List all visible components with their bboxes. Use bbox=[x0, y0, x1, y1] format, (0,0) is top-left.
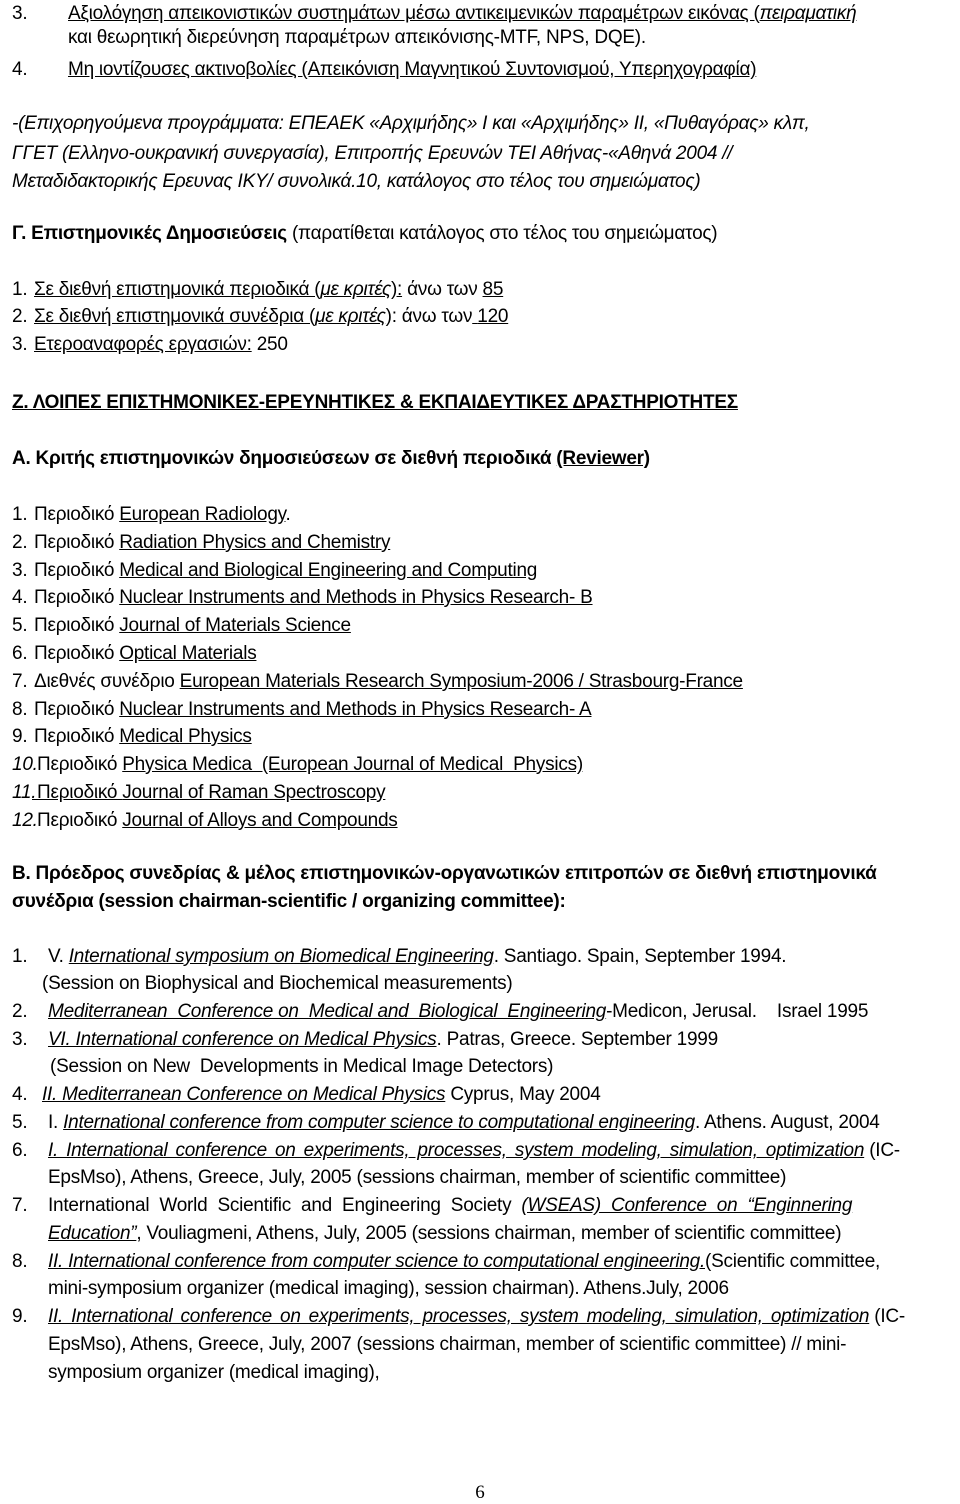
conference-item-7 bbox=[12, 1194, 853, 1218]
conference-item-9-line3: symposium organizer (medical imaging), bbox=[48, 1362, 380, 1383]
conference-item-9 bbox=[12, 1305, 905, 1329]
item-number: 12. bbox=[12, 810, 38, 831]
conference-item-6 bbox=[12, 1139, 900, 1163]
conference-item-9-line2: EpsMso), Athens, Greece, July, 2007 (sessions chairman, member of scientific committee) // mini- bbox=[48, 1334, 847, 1355]
item-number: 3. bbox=[12, 560, 28, 581]
conf-name: (WSEAS) Conference on “Enginnering bbox=[521, 1195, 853, 1216]
item-number: 10. bbox=[12, 754, 38, 775]
conference-item-5 bbox=[12, 1111, 880, 1135]
conf-name: I. International conference on experiments, processes, system modeling, simulation, optimization bbox=[48, 1140, 865, 1161]
journal-name: Journal of Materials Science bbox=[119, 615, 351, 636]
journal-type: Περιοδικό bbox=[34, 504, 120, 525]
journal-type: Περιοδικό bbox=[34, 726, 120, 747]
conf-prefix: V. bbox=[48, 946, 69, 967]
conf-details: . Santiago. Spain, September 1994. bbox=[493, 946, 787, 967]
conference-item-1 bbox=[12, 945, 787, 969]
journal-name: European Radiology bbox=[119, 504, 286, 525]
journal-item bbox=[12, 503, 291, 527]
item-number: 11. bbox=[12, 782, 37, 803]
conf-details: , Vouliagmeni, Athens, July, 2005 (sessions chairman, member of scientific committee) bbox=[136, 1223, 842, 1244]
publication-item-3 bbox=[12, 333, 288, 357]
journal-item bbox=[12, 809, 398, 833]
item-number: 1. bbox=[12, 946, 28, 967]
conference-item-3-session: (Session on New Developments in Medical Image Detectors) bbox=[50, 1056, 554, 1077]
item-number: 4. bbox=[12, 587, 28, 608]
journal-name: Physica Medica (European Journal of Medical Physics) bbox=[122, 754, 583, 775]
journal-type: Περιοδικό bbox=[34, 643, 120, 664]
section-g-title: Γ. Επιστημονικές Δημοσιεύσεις bbox=[12, 223, 287, 244]
section-b-heading-line-2: συνέδρια (session chairman-scientific / organizing committee): bbox=[12, 891, 566, 912]
conf-details: -Medicon, Jerusal. Israel 1995 bbox=[606, 1001, 869, 1022]
conf-name: II. International conference on experiments, processes, system modeling, simulation, optimization bbox=[48, 1306, 870, 1327]
research-item-4 bbox=[12, 58, 757, 82]
conference-item-7-line2 bbox=[48, 1222, 841, 1246]
pub-text: Ετεροαναφορές εργασιών: bbox=[34, 334, 252, 355]
conf-details: Cyprus, May 2004 bbox=[445, 1084, 601, 1105]
research-item-3-line2: και θεωρητική διερεύνηση παραμέτρων απεικόνισης-MTF, NPS, DQE). bbox=[68, 27, 646, 48]
item-number: 9. bbox=[12, 726, 28, 747]
pub-text: Σε διεθνή επιστημονικά συνέδρια ( bbox=[34, 306, 316, 327]
journal-type: Περιοδικό bbox=[32, 754, 123, 775]
section-g-suffix: (παρατίθεται κατάλογος στο τέλος του σημειώματος) bbox=[286, 223, 718, 244]
pub-count: 85 bbox=[482, 279, 504, 300]
pub-text: ): bbox=[390, 279, 403, 300]
conf-details: (IC- bbox=[869, 1306, 905, 1327]
journal-item bbox=[12, 753, 583, 777]
research-item-3 bbox=[12, 2, 857, 26]
journal-punct: . bbox=[285, 504, 291, 525]
conf-name: International conference from computer science to computational engineering bbox=[63, 1112, 695, 1133]
journal-item bbox=[12, 670, 743, 694]
journal-item bbox=[12, 559, 538, 583]
section-a-heading bbox=[12, 447, 650, 471]
item-number: 7. bbox=[12, 671, 28, 692]
section-a-title: Α. Κριτής επιστημονικών δημοσιεύσεων σε διεθνή περιοδικά bbox=[12, 448, 552, 469]
item-number: 6. bbox=[12, 643, 28, 664]
conf-name: Education” bbox=[48, 1223, 137, 1244]
publication-item-2 bbox=[12, 305, 509, 329]
item-number: 7. bbox=[12, 1195, 28, 1216]
journal-name: Nuclear Instruments and Methods in Physics Research- B bbox=[119, 587, 593, 608]
section-g-heading bbox=[12, 222, 717, 246]
conf-name: II. Mediterranean Conference on Medical Physics bbox=[42, 1084, 446, 1105]
journal-name: Medical and Biological Engineering and Computing bbox=[119, 560, 538, 581]
item-number: 1. bbox=[12, 504, 28, 525]
item-text-italic: πειραματική bbox=[759, 3, 857, 24]
journal-type: Περιοδικό bbox=[34, 615, 120, 636]
section-b-heading-line-1: Β. Πρόεδρος συνεδρίας & μέλος επιστημονικών-οργανωτικών επιτροπών σε διεθνή επιστημονικά bbox=[12, 863, 877, 884]
journal-type: Περιοδικό bbox=[32, 810, 123, 831]
funding-line-1: -(Επιχορηγούμενα προγράμματα: ΕΠΕΑΕΚ «Αρχιμήδης» Ι και «Αρχιμήδης» ΙΙ, «Πυθαγόρας» κλπ, bbox=[12, 113, 810, 134]
item-number: 6. bbox=[12, 1140, 28, 1161]
pub-count: 120 bbox=[477, 306, 509, 327]
conference-item-1-session: (Session on Biophysical and Biochemical measurements) bbox=[42, 973, 513, 994]
journal-name: Journal of Raman Spectroscopy bbox=[122, 782, 386, 803]
conference-item-4 bbox=[12, 1083, 601, 1107]
journal-name: Medical Physics bbox=[119, 726, 252, 747]
journal-item bbox=[12, 614, 351, 638]
conf-details: (IC- bbox=[864, 1140, 900, 1161]
funding-line-2: ΓΓΕΤ (Ελληνο-ουκρανική συνεργασία), Επιτροπής Ερευνών ΤΕΙ Αθήνας-«Αθηνά 2004 // bbox=[12, 143, 733, 164]
conf-name: II. International conference from computer science to computational engineering. bbox=[48, 1251, 705, 1272]
item-number: 4. bbox=[12, 1084, 28, 1105]
conf-name: International symposium on Biomedical Engineering bbox=[68, 946, 494, 967]
item-number: 8. bbox=[12, 1251, 28, 1272]
item-number: 2. bbox=[12, 306, 28, 327]
item-number: 2. bbox=[12, 1001, 28, 1022]
journal-item bbox=[12, 698, 592, 722]
reviewer-label: (Reviewer) bbox=[556, 448, 650, 469]
journal-type: Διεθνές συνέδριο bbox=[34, 671, 180, 692]
item-number: 9. bbox=[12, 1306, 28, 1327]
conf-name: Mediterranean Conference on Medical and Biological Engineering bbox=[48, 1001, 607, 1022]
journal-type: Περιοδικό bbox=[34, 560, 120, 581]
journal-type: Περιοδικό bbox=[34, 532, 120, 553]
journal-type: Περιοδικό bbox=[32, 782, 123, 803]
journal-item bbox=[12, 725, 252, 749]
journal-name: Optical Materials bbox=[119, 643, 257, 664]
pub-text-italic: με κριτές bbox=[320, 279, 391, 300]
publication-item-1 bbox=[12, 278, 504, 302]
item-number: 1. bbox=[12, 279, 28, 300]
page-number: 6 bbox=[475, 1482, 485, 1503]
journal-item bbox=[12, 531, 391, 555]
pub-text-italic: με κριτές bbox=[315, 306, 386, 327]
conf-details: . Patras, Greece. September 1999 bbox=[436, 1029, 718, 1050]
conference-item-8 bbox=[12, 1250, 881, 1274]
item-number: 8. bbox=[12, 699, 28, 720]
journal-name: Nuclear Instruments and Methods in Physics Research- A bbox=[119, 699, 592, 720]
journal-item bbox=[12, 781, 386, 805]
pub-text: ): άνω των bbox=[385, 306, 473, 327]
conf-name: VI. International conference on Medical Physics bbox=[48, 1029, 437, 1050]
item-number: 5. bbox=[12, 615, 28, 636]
pub-text: άνω των bbox=[402, 279, 483, 300]
journal-type: Περιοδικό bbox=[34, 587, 120, 608]
pub-count: 250 bbox=[251, 334, 288, 355]
journal-item bbox=[12, 586, 593, 610]
conference-item-3 bbox=[12, 1028, 718, 1052]
funding-line-3: Μεταδιδακτορικής Ερευνας ΙΚΥ/ συνολικά.10, κατάλογος στο τέλος του σημειώματος) bbox=[12, 171, 701, 192]
item-number: 4. bbox=[12, 59, 28, 80]
journal-name: Journal of Alloys and Compounds bbox=[122, 810, 398, 831]
conference-item-8-line2: mini-symposium organizer (medical imaging), session chairman). Athens.July, 2006 bbox=[48, 1278, 729, 1299]
item-number: 5. bbox=[12, 1112, 28, 1133]
item-number: 3. bbox=[12, 1029, 28, 1050]
conference-item-2 bbox=[12, 1000, 869, 1024]
conference-item-6-line2: EpsMso), Athens, Greece, July, 2005 (sessions chairman, member of scientific committee) bbox=[48, 1167, 787, 1188]
pub-text: Σε διεθνή επιστημονικά περιοδικά ( bbox=[34, 279, 321, 300]
conf-prefix: I. bbox=[48, 1112, 64, 1133]
conf-details: (Scientific committee, bbox=[705, 1251, 881, 1272]
journal-item bbox=[12, 642, 257, 666]
section-z-heading: Ζ. ΛΟΙΠΕΣ ΕΠΙΣΤΗΜΟΝΙΚΕΣ-ΕΡΕΥΝΗΤΙΚΕΣ & ΕΚΠΑΙΔΕΥΤΙΚΕΣ ΔΡΑΣΤΗΡΙΟΤΗΤΕΣ bbox=[12, 392, 738, 413]
journal-name: European Materials Research Symposium-2006 / Strasbourg-France bbox=[179, 671, 743, 692]
journal-type: Περιοδικό bbox=[34, 699, 120, 720]
item-number: 3. bbox=[12, 334, 28, 355]
item-text: Μη ιοντίζουσες ακτινοβολίες (Απεικόνιση Μαγνητικού Συντονισμού, Υπερηχογραφία) bbox=[68, 59, 757, 80]
journal-name: Radiation Physics and Chemistry bbox=[119, 532, 391, 553]
conf-details: . Athens. August, 2004 bbox=[694, 1112, 880, 1133]
conf-prefix: International World Scientific and Engineering Society bbox=[48, 1195, 522, 1216]
item-text: Αξιολόγηση απεικονιστικών συστημάτων μέσω αντικειμενικών παραμέτρων εικόνας ( bbox=[68, 3, 760, 24]
item-number: 3. bbox=[12, 3, 28, 24]
item-number: 2. bbox=[12, 532, 28, 553]
